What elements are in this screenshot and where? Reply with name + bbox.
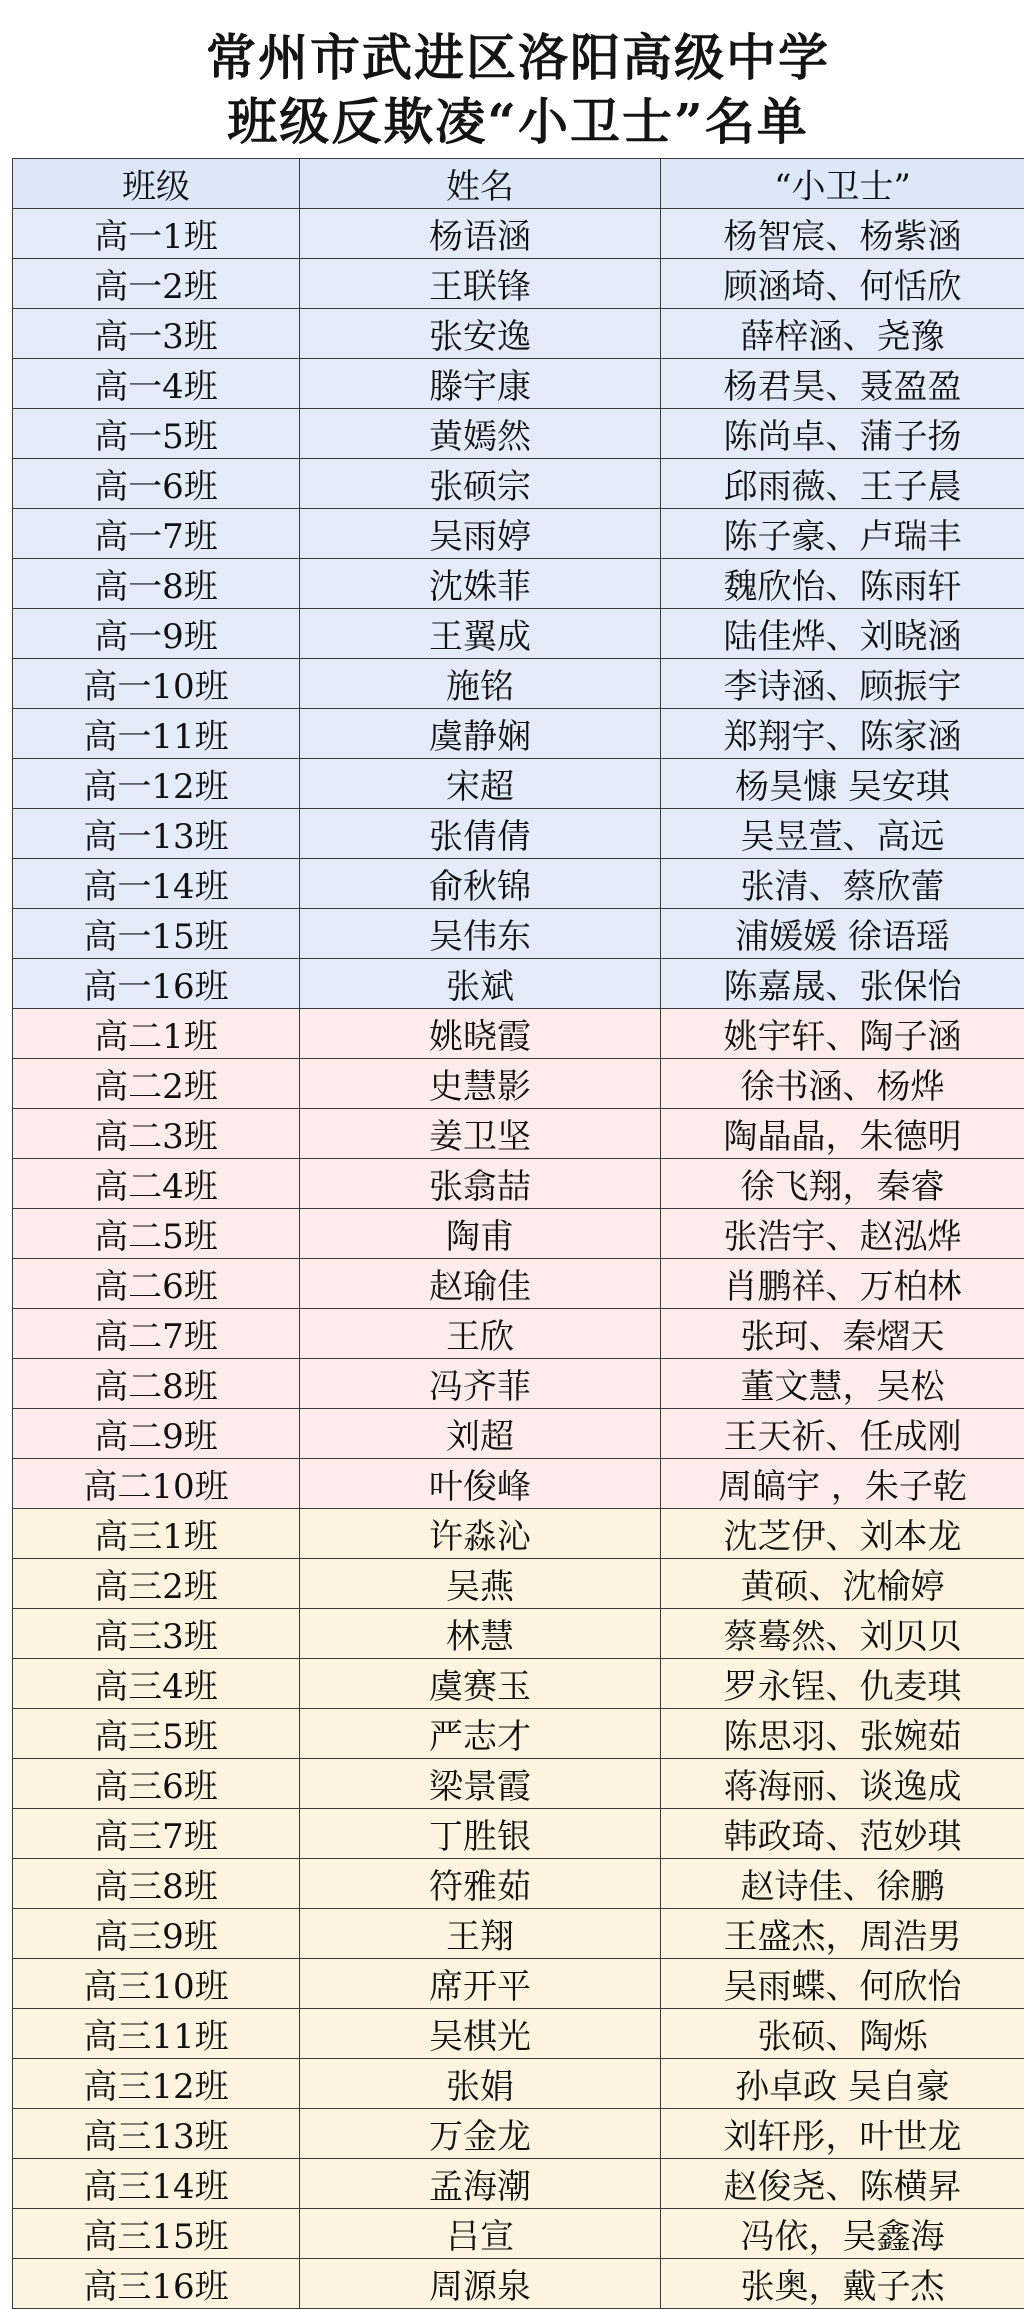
guards-cell: 蒋海丽、谈逸成 xyxy=(661,1759,1024,1809)
name-cell: 杨语涵 xyxy=(300,209,661,259)
guards-cell: 浦媛媛 徐语瑶 xyxy=(661,909,1024,959)
table-row xyxy=(13,2259,1024,2309)
guards-cell: 杨昊慷 吴安琪 xyxy=(661,759,1024,809)
name-cell: 刘超 xyxy=(300,1409,661,1459)
table-row xyxy=(13,1709,1024,1759)
name-cell: 叶俊峰 xyxy=(300,1459,661,1509)
class-cell: 高一16班 xyxy=(13,959,300,1009)
class-cell: 高一3班 xyxy=(13,309,300,359)
class-cell: 高二9班 xyxy=(13,1409,300,1459)
guards-cell: 邱雨薇、王子晨 xyxy=(661,459,1024,509)
guards-cell: 徐飞翔，秦睿 xyxy=(661,1159,1024,1209)
guards-cell: 韩政琦、范妙琪 xyxy=(661,1809,1024,1859)
class-cell: 高三2班 xyxy=(13,1559,300,1609)
class-cell: 高三14班 xyxy=(13,2159,300,2209)
guards-cell: 徐书涵、杨烨 xyxy=(661,1059,1024,1109)
guards-cell: 刘轩彤，叶世龙 xyxy=(661,2109,1024,2159)
name-cell: 吕宣 xyxy=(300,2209,661,2259)
class-cell: 高二6班 xyxy=(13,1259,300,1309)
class-cell: 高二3班 xyxy=(13,1109,300,1159)
name-cell: 宋超 xyxy=(300,759,661,809)
table-row xyxy=(13,909,1024,959)
guards-cell: 罗永锃、仇麦琪 xyxy=(661,1659,1024,1709)
table-row xyxy=(13,1159,1024,1209)
name-cell: 赵瑜佳 xyxy=(300,1259,661,1309)
class-cell: 高二7班 xyxy=(13,1309,300,1359)
guards-cell: 张奥，戴子杰 xyxy=(661,2259,1024,2309)
class-cell: 高一8班 xyxy=(13,559,300,609)
guards-cell: 张硕、陶烁 xyxy=(661,2009,1024,2059)
guards-cell: 杨智宸、杨紫涵 xyxy=(661,209,1024,259)
guards-cell: 蔡蓦然、刘贝贝 xyxy=(661,1609,1024,1659)
table-row xyxy=(13,509,1024,559)
table-row xyxy=(13,459,1024,509)
class-cell: 高三15班 xyxy=(13,2209,300,2259)
table-row xyxy=(13,209,1024,259)
class-cell: 高一7班 xyxy=(13,509,300,559)
table-row xyxy=(13,809,1024,859)
guards-cell: 肖鹏祥、万柏林 xyxy=(661,1259,1024,1309)
list-title: 班级反欺凌“小卫士”名单 xyxy=(12,82,1024,154)
guards-cell: 沈芝伊、刘本龙 xyxy=(661,1509,1024,1559)
name-cell: 虞静娴 xyxy=(300,709,661,759)
roster-body xyxy=(13,209,1024,2309)
class-cell: 高一15班 xyxy=(13,909,300,959)
class-cell: 高三9班 xyxy=(13,1909,300,1959)
class-cell: 高一14班 xyxy=(13,859,300,909)
class-cell: 高一13班 xyxy=(13,809,300,859)
class-cell: 高二2班 xyxy=(13,1059,300,1109)
guards-cell: 赵俊尧、陈横昇 xyxy=(661,2159,1024,2209)
table-row xyxy=(13,659,1024,709)
table-row xyxy=(13,759,1024,809)
guards-cell: 董文慧，吴松 xyxy=(661,1359,1024,1409)
class-cell: 高二10班 xyxy=(13,1459,300,1509)
class-cell: 高一12班 xyxy=(13,759,300,809)
header-name: 姓名 xyxy=(300,159,661,209)
table-row xyxy=(13,359,1024,409)
name-cell: 万金龙 xyxy=(300,2109,661,2159)
table-row xyxy=(13,1559,1024,1609)
table-row xyxy=(13,1009,1024,1059)
guards-cell: 郑翔宇、陈家涵 xyxy=(661,709,1024,759)
table-row xyxy=(13,709,1024,759)
name-cell: 符雅茹 xyxy=(300,1859,661,1909)
guards-cell: 王天祈、任成刚 xyxy=(661,1409,1024,1459)
header-guards: “小卫士” xyxy=(661,159,1024,209)
table-row xyxy=(13,1509,1024,1559)
class-cell: 高二4班 xyxy=(13,1159,300,1209)
table-row xyxy=(13,1609,1024,1659)
guards-cell: 薛梓涵、尧豫 xyxy=(661,309,1024,359)
name-cell: 孟海潮 xyxy=(300,2159,661,2209)
class-cell: 高三5班 xyxy=(13,1709,300,1759)
name-cell: 张翕喆 xyxy=(300,1159,661,1209)
name-cell: 虞赛玉 xyxy=(300,1659,661,1709)
class-cell: 高三4班 xyxy=(13,1659,300,1709)
name-cell: 吴雨婷 xyxy=(300,509,661,559)
name-cell: 张倩倩 xyxy=(300,809,661,859)
table-row xyxy=(13,259,1024,309)
guards-cell: 陈尚卓、蒲子扬 xyxy=(661,409,1024,459)
table-row xyxy=(13,959,1024,1009)
guards-cell: 陈子豪、卢瑞丰 xyxy=(661,509,1024,559)
name-cell: 王翔 xyxy=(300,1909,661,1959)
class-cell: 高三3班 xyxy=(13,1609,300,1659)
name-cell: 张安逸 xyxy=(300,309,661,359)
school-title: 常州市武进区洛阳高级中学 xyxy=(12,18,1024,90)
class-cell: 高一4班 xyxy=(13,359,300,409)
class-cell: 高一1班 xyxy=(13,209,300,259)
table-row xyxy=(13,409,1024,459)
table-row xyxy=(13,1459,1024,1509)
name-cell: 张硕宗 xyxy=(300,459,661,509)
guards-cell: 魏欣怡、陈雨轩 xyxy=(661,559,1024,609)
table-row xyxy=(13,1859,1024,1909)
name-cell: 王欣 xyxy=(300,1309,661,1359)
roster-table xyxy=(12,158,1024,2309)
name-cell: 黄嫣然 xyxy=(300,409,661,459)
table-row xyxy=(13,1909,1024,1959)
table-row xyxy=(13,1259,1024,1309)
name-cell: 滕宇康 xyxy=(300,359,661,409)
guards-cell: 陈嘉晟、张保怡 xyxy=(661,959,1024,1009)
guards-cell: 张清、蔡欣蕾 xyxy=(661,859,1024,909)
name-cell: 王翼成 xyxy=(300,609,661,659)
class-cell: 高二5班 xyxy=(13,1209,300,1259)
guards-cell: 王盛杰，周浩男 xyxy=(661,1909,1024,1959)
class-cell: 高二1班 xyxy=(13,1009,300,1059)
guards-cell: 顾涵埼、何恬欣 xyxy=(661,259,1024,309)
title-block xyxy=(12,0,1024,158)
name-cell: 梁景霞 xyxy=(300,1759,661,1809)
guards-cell: 陶晶晶，朱德明 xyxy=(661,1109,1024,1159)
name-cell: 沈姝菲 xyxy=(300,559,661,609)
guards-cell: 赵诗佳、徐鹏 xyxy=(661,1859,1024,1909)
name-cell: 俞秋锦 xyxy=(300,859,661,909)
guards-cell: 冯依，吴鑫海 xyxy=(661,2209,1024,2259)
guards-cell: 陆佳烨、刘晓涵 xyxy=(661,609,1024,659)
table-row xyxy=(13,1759,1024,1809)
name-cell: 丁胜银 xyxy=(300,1809,661,1859)
guards-cell: 吴昱萱、高远 xyxy=(661,809,1024,859)
class-cell: 高三6班 xyxy=(13,1759,300,1809)
class-cell: 高一6班 xyxy=(13,459,300,509)
header-row xyxy=(13,159,1024,209)
class-cell: 高一2班 xyxy=(13,259,300,309)
name-cell: 张娟 xyxy=(300,2059,661,2109)
table-row xyxy=(13,309,1024,359)
table-row xyxy=(13,2109,1024,2159)
name-cell: 吴伟东 xyxy=(300,909,661,959)
guards-cell: 姚宇轩、陶子涵 xyxy=(661,1009,1024,1059)
table-row xyxy=(13,1209,1024,1259)
guards-cell: 张浩宇、赵泓烨 xyxy=(661,1209,1024,1259)
table-row xyxy=(13,609,1024,659)
class-cell: 高一10班 xyxy=(13,659,300,709)
class-cell: 高一5班 xyxy=(13,409,300,459)
guards-cell: 黄硕、沈榆婷 xyxy=(661,1559,1024,1609)
name-cell: 施铭 xyxy=(300,659,661,709)
name-cell: 严志才 xyxy=(300,1709,661,1759)
table-row xyxy=(13,2059,1024,2109)
name-cell: 吴燕 xyxy=(300,1559,661,1609)
class-cell: 高三11班 xyxy=(13,2009,300,2059)
class-cell: 高三8班 xyxy=(13,1859,300,1909)
class-cell: 高一11班 xyxy=(13,709,300,759)
table-row xyxy=(13,2209,1024,2259)
name-cell: 王联锋 xyxy=(300,259,661,309)
guards-cell: 吴雨蝶、何欣怡 xyxy=(661,1959,1024,2009)
name-cell: 林慧 xyxy=(300,1609,661,1659)
table-row xyxy=(13,1059,1024,1109)
table-row xyxy=(13,1959,1024,2009)
name-cell: 张斌 xyxy=(300,959,661,1009)
class-cell: 高一9班 xyxy=(13,609,300,659)
table-row xyxy=(13,2159,1024,2209)
table-row xyxy=(13,1409,1024,1459)
name-cell: 许淼沁 xyxy=(300,1509,661,1559)
class-cell: 高三10班 xyxy=(13,1959,300,2009)
guards-cell: 孙卓政 吴自豪 xyxy=(661,2059,1024,2109)
name-cell: 史慧影 xyxy=(300,1059,661,1109)
guards-cell: 李诗涵、顾振宇 xyxy=(661,659,1024,709)
guards-cell: 张珂、秦熠天 xyxy=(661,1309,1024,1359)
table-row xyxy=(13,559,1024,609)
class-cell: 高三1班 xyxy=(13,1509,300,1559)
name-cell: 姚晓霞 xyxy=(300,1009,661,1059)
table-row xyxy=(13,1359,1024,1409)
class-cell: 高二8班 xyxy=(13,1359,300,1409)
class-cell: 高三16班 xyxy=(13,2259,300,2309)
table-row xyxy=(13,859,1024,909)
guards-cell: 陈思羽、张婉茹 xyxy=(661,1709,1024,1759)
table-row xyxy=(13,1109,1024,1159)
name-cell: 席开平 xyxy=(300,1959,661,2009)
class-cell: 高三7班 xyxy=(13,1809,300,1859)
guards-cell: 周皜宇 ，朱子乾 xyxy=(661,1459,1024,1509)
class-cell: 高三13班 xyxy=(13,2109,300,2159)
name-cell: 冯齐菲 xyxy=(300,1359,661,1409)
table-row xyxy=(13,1309,1024,1359)
name-cell: 吴棋光 xyxy=(300,2009,661,2059)
name-cell: 周源泉 xyxy=(300,2259,661,2309)
guards-cell: 杨君昊、聂盈盈 xyxy=(661,359,1024,409)
table-row xyxy=(13,1659,1024,1709)
class-cell: 高三12班 xyxy=(13,2059,300,2109)
table-row xyxy=(13,1809,1024,1859)
name-cell: 姜卫坚 xyxy=(300,1109,661,1159)
header-class: 班级 xyxy=(13,159,300,209)
name-cell: 陶甫 xyxy=(300,1209,661,1259)
table-row xyxy=(13,2009,1024,2059)
